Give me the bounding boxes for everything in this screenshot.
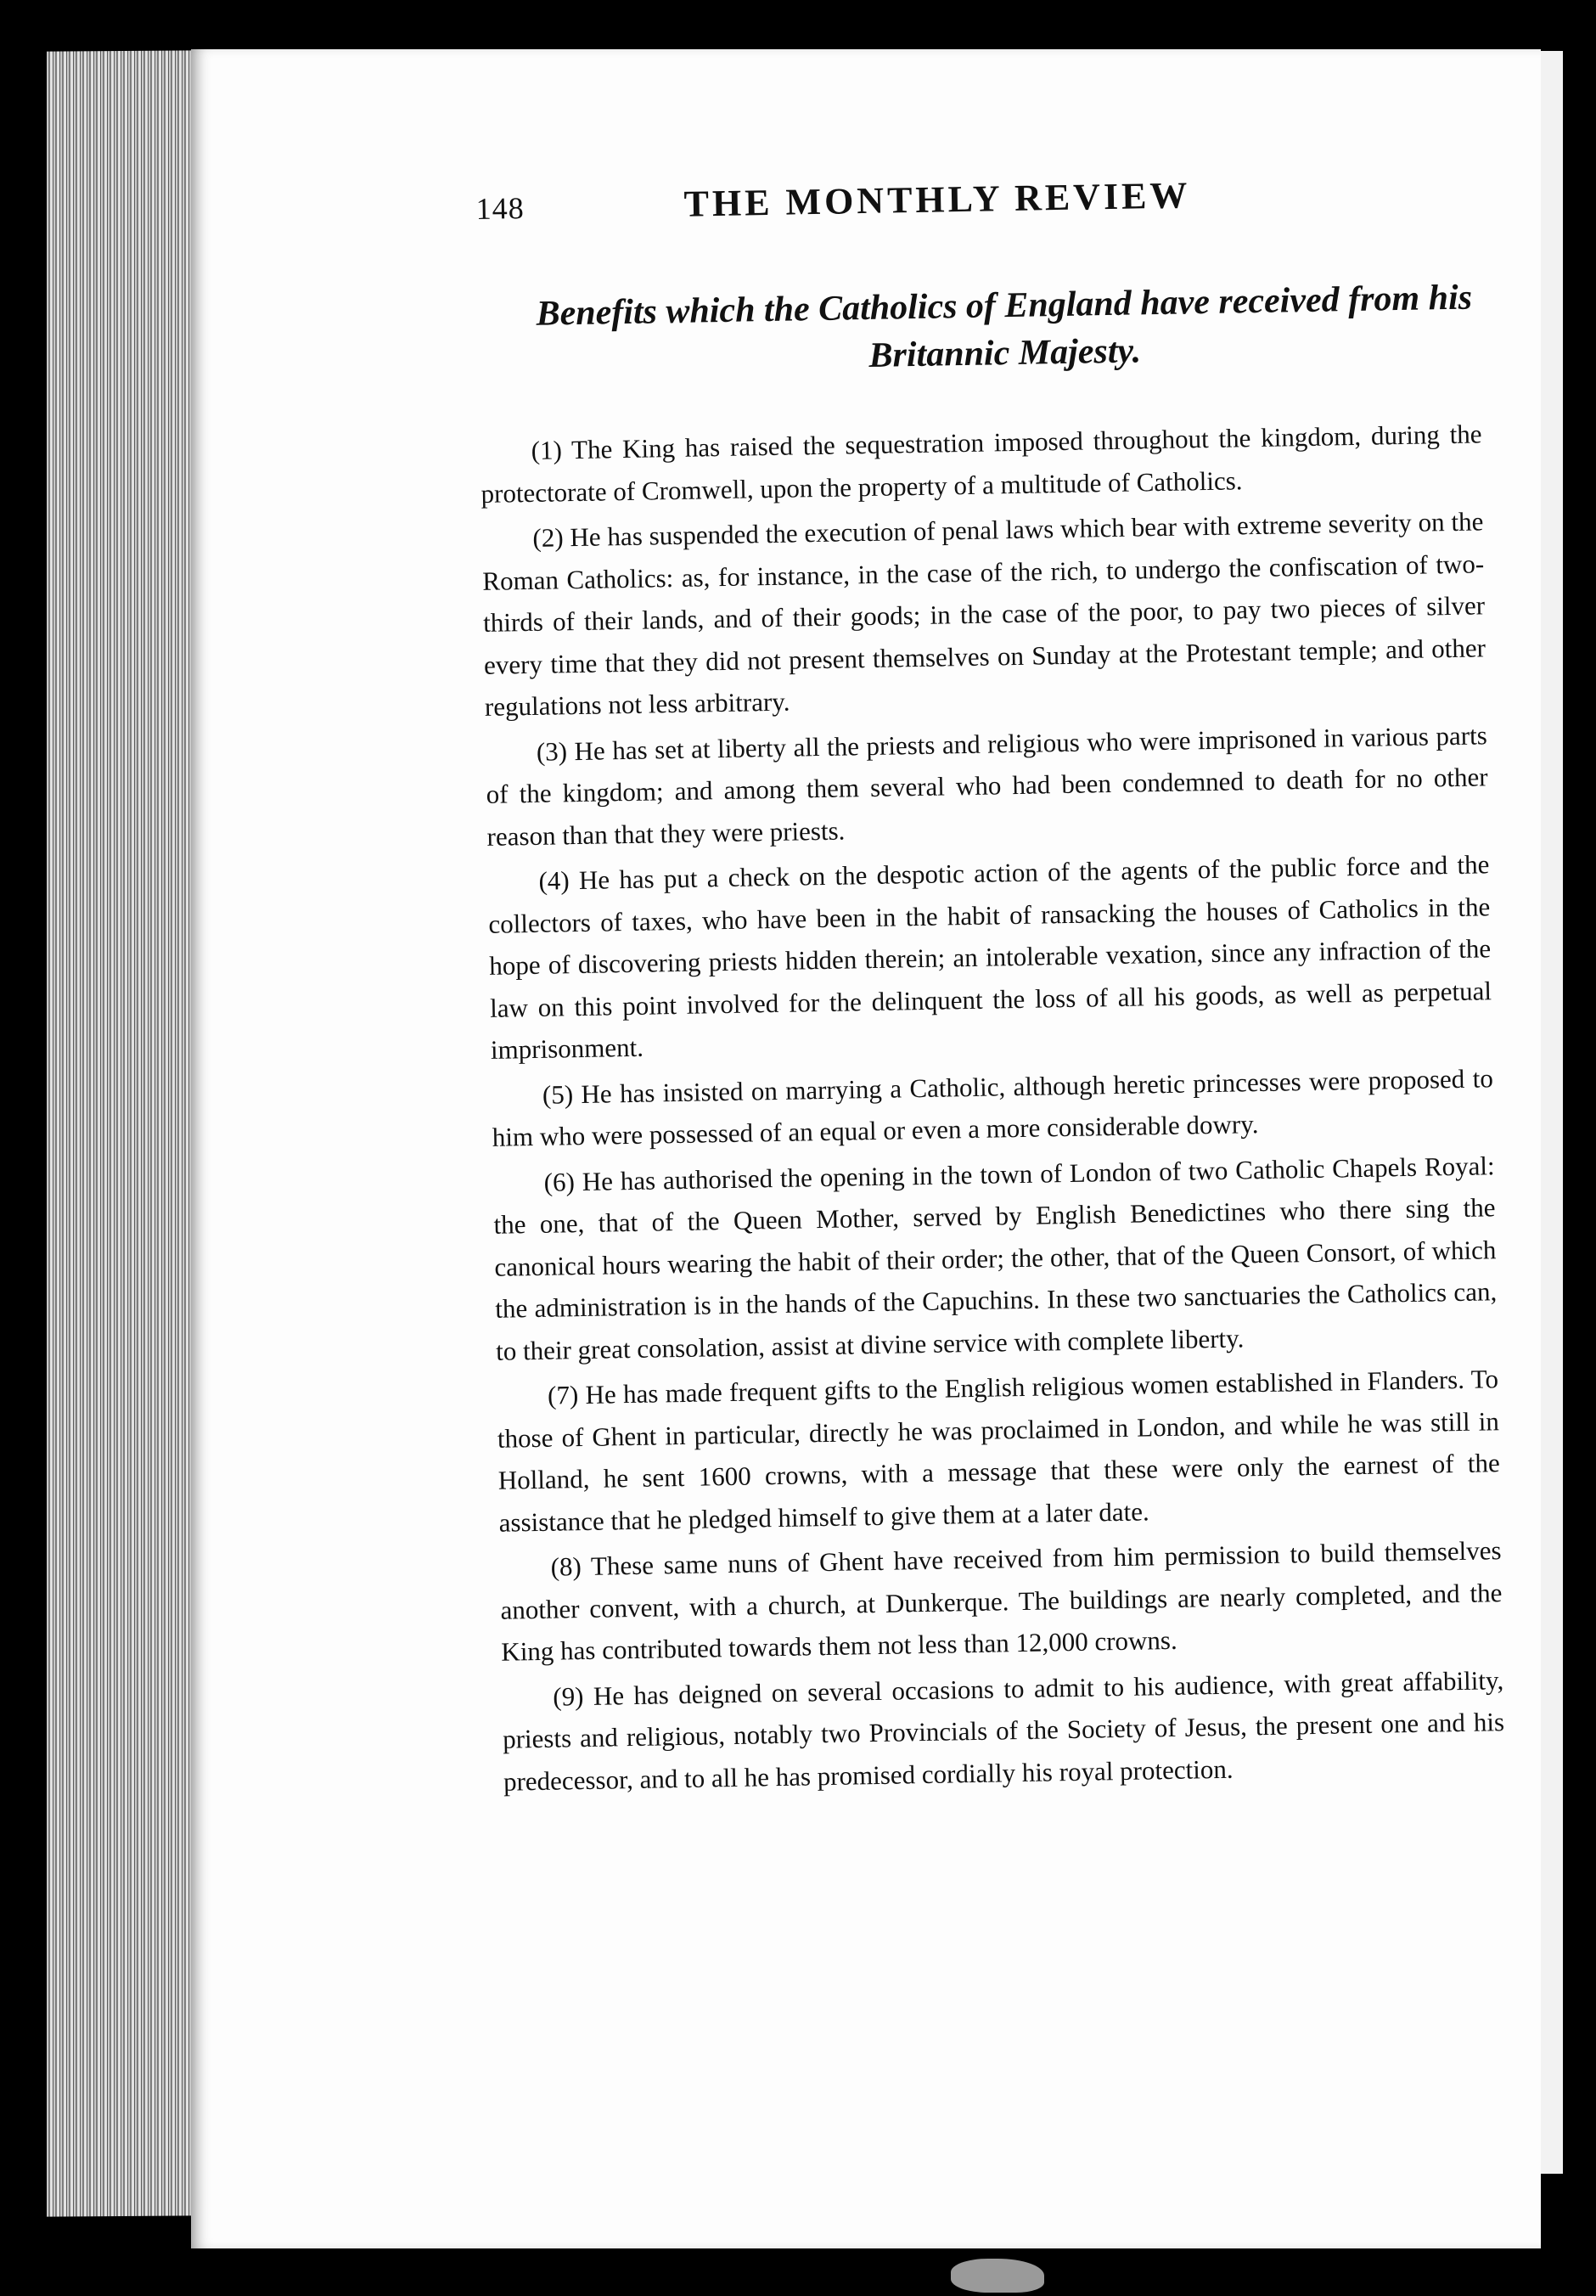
- section-title: Benefits which the Catholics of England have received from his Britannic Majesty.: [536, 278, 1473, 375]
- paragraph-7: (7) He has made frequent gifts to the English religious women established in Flanders. To those of Ghent in particular, directly he was proclaimed in London, and while he was still in Holland, he sent 1600 crowns, with a message that these were only the earnest of the assistance that he pledged himself to give them at a later date.: [497, 1364, 1500, 1538]
- paragraph-8: (8) These same nuns of Ghent have received from him permission to build themselves another convent, with a church, at Dunkerque. The buildings are nearly completed, and the King has contributed towards them not less than 12,000 crowns.: [500, 1535, 1503, 1667]
- page-number: 148: [475, 191, 525, 226]
- paragraph-6: (6) He has authorised the opening in the town of London of two Catholic Chapels Royal: the one, that of the Queen Mother, served by English Benedictines who there sing the canonical hours wearing the habit of their order; the other, that of the Queen Consort, of which the administration is in the hands of the Capuchins. In these two sanctuaries the Catholics can, to their great consolation, assist at divine service with complete liberty.: [493, 1150, 1498, 1366]
- paragraph-3: (3) He has set at liberty all the priests and religious who were imprisoned in various parts of the kingdom; and among them several who had been condemned to death for no other reason than that they were priests.: [486, 719, 1488, 852]
- paragraph-5: (5) He has insisted on marrying a Catholic, although heretic princesses were proposed to him who were possessed of an equal or even a more considerable dowry.: [492, 1062, 1494, 1152]
- running-head: THE MONTHLY REVIEW: [683, 174, 1191, 225]
- body-text: [480, 413, 1505, 1802]
- page-edges: [47, 50, 195, 2216]
- paragraph-2: (2) He has suspended the execution of penal laws which bear with extreme severity on the Roman Catholics: as, for instance, in the case of the rich, to undergo the confiscation of two-thirds of their lands, and of their goods; in the case of the poor, to pay two pieces of silver every time that they did not present themselves on Sunday at the Protestant temple; and other regulations not less arbitrary.: [482, 506, 1486, 722]
- paragraph-4: (4) He has put a check on the despotic action of the agents of the public force and the collectors of taxes, who have been in the habit of ransacking the houses of Catholics in the hope of discovering priests hidden therein; an intolerable vexation, since any infraction of the law on this point involved for the delinquent the loss of all his goods, as well as perpetual imprisonment.: [488, 849, 1492, 1065]
- paragraph-9: (9) He has deigned on several occasions to admit to his audience, with great affability, priests and religious, notably two Provincials of the Society of Jesus, the present one and his predecessor, and to all he has promised cordially his royal protection.: [502, 1664, 1505, 1797]
- facing-page-edge: [1541, 51, 1563, 2174]
- paragraph-1: (1) The King has raised the sequestration imposed throughout the kingdom, during the protectorate of Cromwell, upon the property of a multitude of Catholics.: [480, 419, 1482, 509]
- scan-artifact: [951, 2259, 1044, 2293]
- page-content: [475, 156, 1505, 1805]
